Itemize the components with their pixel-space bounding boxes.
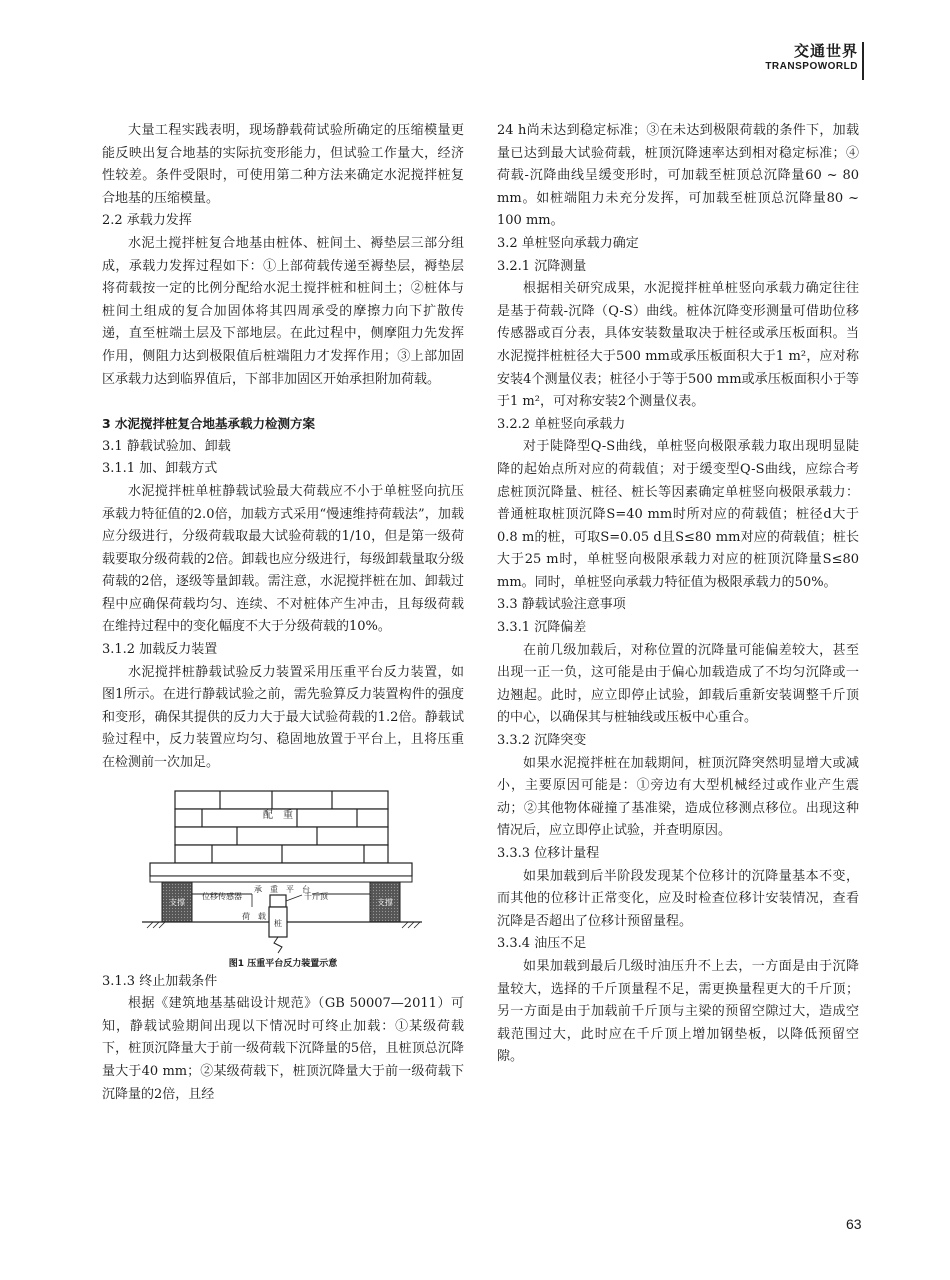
section-heading: 3.2.2 单桩竖向承载力: [497, 416, 626, 432]
right-column: [497, 120, 859, 1069]
paragraph: 水泥土搅拌桩复合地基由桩体、桩间土、褥垫层三部分组成，承载力发挥过程如下：①上部荷载传递至褥垫层，褥垫层将荷载按一定的比例分配给水泥土搅拌桩和桩间土；②桩体与桩间土组成的复合加固体将其四周承受的摩擦力向下扩散传递，直至桩端土层及下部地层。在此过程中，侧摩阻力先发挥作用，侧阻力达到极限值后桩端阻力才发挥作用；③上部加固区承载力达到临界值后，下部非加固区开始承担附加荷载。: [102, 235, 464, 387]
counterweight-blocks: [175, 791, 388, 863]
section-heading: 2.2 承载力发挥: [102, 213, 192, 229]
section-heading: 3.3.4 油压不足: [497, 936, 587, 952]
section-heading: 3.2.1 沉降测量: [497, 258, 587, 274]
paragraph: 如果水泥搅拌桩在加载期间，桩顶沉降突然明显增大或减小，主要原因可能是：①旁边有大型机械经过或作业产生震动；②其他物体碰撞了基准梁，造成位移测点移位。出现这种情况后，应立即停止试验，并查明原因。: [497, 755, 859, 839]
support-left-label: 支撑: [169, 897, 185, 907]
paragraph: 如果加载到后半阶段发现某个位移计的沉降量基本不变，而其他的位移计正常变化，应及时检查位移计安装情况，查看沉降是否超出了位移计预留量程。: [497, 868, 859, 929]
figure-1: [102, 781, 464, 971]
section-heading: 3.1.1 加、卸载方式: [102, 461, 218, 477]
paragraph: 如果加载到最后几级时油压升不上去，一方面是由于沉降量较大，选择的千斤顶量程不足，需更换量程更大的千斤顶；另一方面是由于加载前千斤顶与主梁的预留空隙过大，造成空载范围过大，此时应在千斤顶上增加钢垫板，以降低预留空隙。: [497, 958, 859, 1065]
jack-label: 千斤顶: [304, 891, 328, 901]
journal-title-cn: 交通世界: [793, 42, 858, 60]
paragraph: 水泥搅拌桩静载试验反力装置采用压重平台反力装置，如图1所示。在进行静载试验之前，需先验算反力装置构件的强度和变形，确保其提供的反力大于最大试验荷载的1.2倍。静载试验过程中，反力装置应均匀、稳固地放置于平台上，且将压重在检测前一次加足。: [102, 664, 464, 771]
load-platform: [150, 863, 412, 876]
load-label: 荷 载: [242, 911, 266, 921]
paragraph: 水泥搅拌桩单桩静载试验最大荷载应不小于单桩竖向抗压承载力特征值的2.0倍，加载方式采用“慢速维持荷载法”，加载应分级进行，分级荷载取最大试验荷载的1/10，但是第一级荷载要取分级荷载的2倍。卸载也应分级进行，每级卸载量取分级荷载的2倍，逐级等量卸载。需注意，水泥搅拌桩在加、卸载过程中应确保荷载均匀、连续、不对桩体产生冲击，且每级荷载在维持过程中的变化幅度不大于分级荷载的10%。: [102, 483, 464, 635]
left-column: [102, 120, 464, 1106]
section-heading: 3.1.3 终止加载条件: [102, 973, 218, 989]
header-divider: [862, 42, 864, 80]
jack: [270, 895, 286, 907]
platform-label: 承 重 平 台: [254, 884, 310, 894]
sensor-label: 位移传感器: [202, 891, 242, 901]
paragraph: 根据《建筑地基基础设计规范》（GB 50007—2011）可知，静载试验期间出现以下情况时可终止加载：①某级荷载下，桩顶沉降量大于前一级荷载下沉降量的5倍，且桩顶总沉降量大于40 mm；②某级荷载下，桩顶沉降量大于前一级荷载下沉降量的2倍，且经: [102, 996, 464, 1102]
paragraph: 24 h尚未达到稳定标准；③在未达到极限荷载的条件下，加载量已达到最大试验荷载，桩顶沉降速率达到相对稳定标准；④荷载-沉降曲线呈缓变形时，可加载至桩顶总沉降量60 ~ 80 mm。如桩端阻力未充分发挥，可加载至桩顶总沉降量80 ~ 100 mm。: [497, 123, 859, 229]
pressure-platform-diagram: [102, 781, 464, 957]
counterweight-label: 配 重: [263, 809, 293, 821]
section-heading: 3.2 单桩竖向承载力确定: [497, 235, 639, 251]
section-heading: 3.3.1 沉降偏差: [497, 620, 587, 636]
paragraph: 在前几级加载后，对称位置的沉降量可能偏差较大，甚至出现一正一负，这可能是由于偏心加载造成了不均匀沉降或一边翘起。此时，应立即停止试验，卸载后重新安装调整千斤顶的中心，以确保其与桩轴线或压板中心重合。: [497, 642, 859, 726]
journal-title-en: TRANSPOWORLD: [765, 61, 858, 72]
section-heading: 3.3.2 沉降突变: [497, 733, 587, 749]
section-heading: 3.1.2 加载反力装置: [102, 642, 218, 658]
section-heading: 3.3.3 位移计量程: [497, 846, 600, 861]
journal-header: [765, 42, 858, 74]
pile-label: 桩: [274, 918, 282, 928]
section-heading: 3.1 静载试验加、卸载: [102, 438, 231, 454]
paragraph: 对于陡降型Q-S曲线，单桩竖向极限承载力取出现明显陡降的起始点所对应的荷载值；对于缓变型Q-S曲线，应综合考虑桩顶沉降量、桩径、桩长等因素确定单桩竖向极限承载力：普通桩取桩顶沉降S=40 mm时所对应的荷载值；桩径d大于0.8 m的桩，可取S=0.05 d且S≤80 mm对应的荷载值；桩长大于25 m时，单桩竖向极限承载力对应的桩顶沉降量S≤80 mm。同时，单桩竖向承载力特征值为极限承载力的50%。: [497, 439, 859, 590]
figure-caption: 图1 压重平台反力装置示意: [228, 958, 338, 969]
paragraph: 根据相关研究成果，水泥搅拌桩单桩竖向承载力确定往往是基于荷载-沉降（Q-S）曲线。桩体沉降变形测量可借助位移传感器或百分表，具体安装数量取决于桩径或承压板面积。当水泥搅拌桩桩径大于500 mm或承压板面积大于1 m²，应对称安装4个测量仪表；桩径小于等于500 mm或承压板面积小于等于1 m²，可对称安装2个测量仪表。: [497, 281, 859, 410]
section-heading: 3.3 静载试验注意事项: [497, 597, 626, 613]
support-right-label: 支撑: [377, 897, 393, 907]
page-number: 63: [846, 1216, 862, 1232]
paragraph: 大量工程实践表明，现场静载荷试验所确定的压缩模量更能反映出复合地基的实际抗变形能力，但试验工作量大，经济性较差。条件受限时，可使用第二种方法来确定水泥搅拌桩复合地基的压缩模量。: [102, 123, 464, 206]
section-heading: 3 水泥搅拌桩复合地基承载力检测方案: [102, 416, 316, 432]
